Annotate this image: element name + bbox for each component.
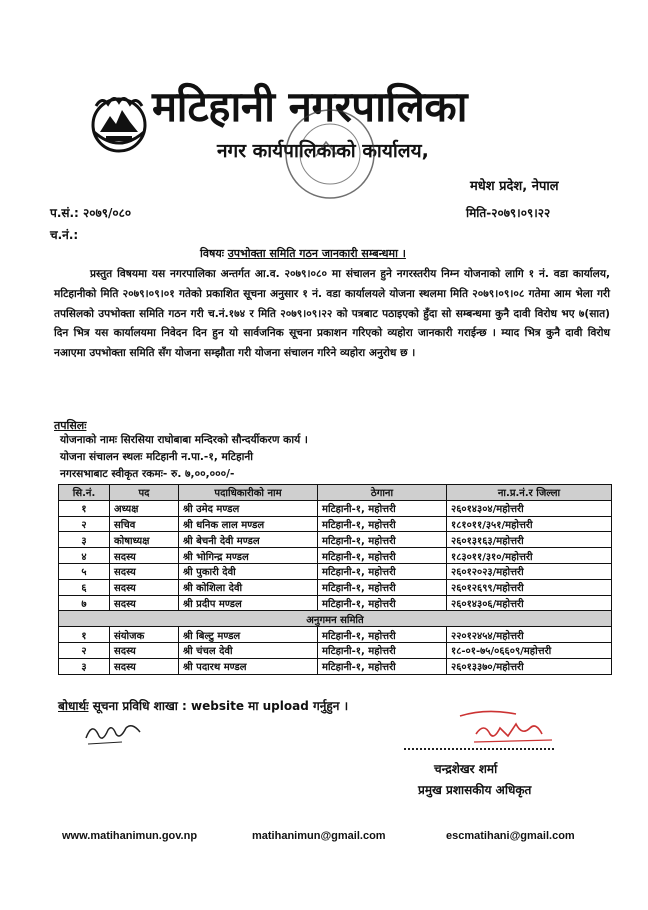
- subject-text: उपभोक्ता समिति गठन जानकारी सम्बन्धमा ।: [227, 247, 406, 260]
- cell-sn: १: [59, 500, 110, 516]
- table-row: [59, 548, 612, 564]
- cell-address: मटिहानी-१, महोत्तरी: [318, 595, 447, 611]
- monitoring-section-row: [59, 611, 612, 627]
- cell-sn: ५: [59, 563, 110, 579]
- cell-address: मटिहानी-१, महोत्तरी: [318, 658, 447, 674]
- cell-post: सदस्य: [110, 563, 179, 579]
- officer-name: चन्द्रशेखर शर्मा: [434, 762, 498, 776]
- table-header-row: [59, 485, 612, 501]
- cell-name: श्री बिल्टु मण्डल: [179, 627, 318, 643]
- footer-email-secondary[interactable]: escmatihani@gmail.com: [446, 830, 575, 842]
- cell-sn: ७: [59, 595, 110, 611]
- cell-post: सदस्य: [110, 548, 179, 564]
- cc-note: [58, 697, 348, 714]
- cell-address: मटिहानी-१, महोत्तरी: [318, 500, 447, 516]
- cell-address: मटिहानी-१, महोत्तरी: [318, 548, 447, 564]
- table-row: [59, 579, 612, 595]
- letter-body: प्रस्तुत विषयमा यस नगरपालिका अन्तर्गत आ.व. २०७९।०८० मा संचालन हुने नगरस्तरीय निम्न योजनाको लागि १ नं. वडा कार्यालय, मटिहानीको मिति २०७९।०९।०१ गतेको प्रकाशित सूचना अनुसार १ नं. वडा कार्यालयले योजना स्थलमा मिति २०७९।०९।०८ गतेमा आम भेला गरी तपसिलको उपभोक्ता समिति गठन गरी च.नं.१७४ र मिति २०७९।०९।२२ को पत्रबाट पठाइएको हुँदा सो सम्बन्धमा कुनै दावी विरोध भए ७(सात) दिन भित्र यस कार्यालयमा निवेदन दिन हुन यो सार्वजनिक सूचना प्रकाशन गरिएको व्यहोरा जानकारी गराईन्छ । म्याद भित्र कुनै दावी विरोध नआएमा उपभोक्ता समिति सँग योजना सम्झौता गरी योजना संचालन गरिने व्यहोरा अनुरोध छ ।: [54, 268, 610, 360]
- nepal-emblem-icon: [88, 92, 150, 154]
- table-row: [59, 516, 612, 532]
- cell-citizenship: २६०१४३०४/महोत्तरी: [447, 500, 612, 516]
- cell-citizenship: १८३०११/३१०/महोत्तरी: [447, 548, 612, 564]
- org-name: मटिहानी नगरपालिका: [152, 82, 468, 131]
- col-header-address: ठेगाना: [318, 485, 447, 501]
- cell-name: श्री पदारथ मण्डल: [179, 658, 318, 674]
- cell-sn: २: [59, 642, 110, 658]
- dispatch-number: च.नं.:: [50, 228, 79, 242]
- cell-address: मटिहानी-१, महोत्तरी: [318, 642, 447, 658]
- footer-website[interactable]: www.matihanimun.gov.np: [62, 830, 198, 842]
- letter-date: मिति-२०७९।०९।२२: [466, 206, 551, 220]
- footer-email-primary[interactable]: matihanimun@gmail.com: [252, 830, 386, 842]
- cell-citizenship: १८-०१-७५/०६६०९/महोत्तरी: [447, 642, 612, 658]
- reference-number: प.सं.: २०७९/०८०: [50, 206, 132, 220]
- initial-signature-icon: [82, 718, 144, 748]
- cell-name: श्री भोगिन्द्र मण्डल: [179, 548, 318, 564]
- details-label: तपसिलः: [54, 419, 87, 432]
- table-row: [59, 532, 612, 548]
- cell-post: सचिव: [110, 516, 179, 532]
- table-row: [59, 627, 612, 643]
- table-row: [59, 500, 612, 516]
- cell-post: संयोजक: [110, 627, 179, 643]
- cell-sn: ३: [59, 658, 110, 674]
- committee-table: [58, 484, 612, 675]
- approved-amount: नगरसभाबाट स्वीकृत रकमः- रु. ७,००,०००/-: [60, 468, 235, 480]
- cell-post: सदस्य: [110, 579, 179, 595]
- col-header-sn: सि.नं.: [59, 485, 110, 501]
- cc-text: सूचना प्रविधि शाखा : website मा upload गर्नुहुन ।: [92, 699, 349, 713]
- cell-name: श्री प्रदीप मण्डल: [179, 595, 318, 611]
- officer-title: प्रमुख प्रशासकीय अधिकृत: [418, 783, 532, 797]
- cell-citizenship: १८१०११/३५१/महोत्तरी: [447, 516, 612, 532]
- cell-citizenship: २६०१२०२३/महोत्तरी: [447, 563, 612, 579]
- cell-sn: २: [59, 516, 110, 532]
- office-stamp-icon: [282, 106, 378, 202]
- cell-sn: ३: [59, 532, 110, 548]
- province-label: मधेश प्रदेश, नेपाल: [470, 179, 559, 194]
- cell-citizenship: २६०१३१६३/महोत्तरी: [447, 532, 612, 548]
- table-row: [59, 642, 612, 658]
- cell-citizenship: २६०१४३०६/महोत्तरी: [447, 595, 612, 611]
- cell-citizenship: २६०१२६९९/महोत्तरी: [447, 579, 612, 595]
- cell-citizenship: २६०१३३७०/महोत्तरी: [447, 658, 612, 674]
- cell-name: श्री चंचल देवी: [179, 642, 318, 658]
- cell-address: मटिहानी-१, महोत्तरी: [318, 532, 447, 548]
- cell-name: श्री बेचनी देवी मण्डल: [179, 532, 318, 548]
- office-name: नगर कार्यपालिकाको कार्यालय,: [217, 140, 429, 162]
- subject-line: [200, 246, 406, 261]
- cell-post: अध्यक्ष: [110, 500, 179, 516]
- cell-sn: ४: [59, 548, 110, 564]
- project-site: योजना संचालन स्थलः मटिहानी न.पा.-१, मटिहानी: [60, 451, 253, 463]
- cell-post: सदस्य: [110, 642, 179, 658]
- col-header-name: पदाधिकारीको नाम: [179, 485, 318, 501]
- col-header-post: पद: [110, 485, 179, 501]
- cell-address: मटिहानी-१, महोत्तरी: [318, 516, 447, 532]
- table-row: [59, 658, 612, 674]
- signature-line: [404, 748, 554, 750]
- cell-sn: १: [59, 627, 110, 643]
- col-header-citizenship: ना.प्र.नं.र जिल्ला: [447, 485, 612, 501]
- cell-citizenship: २२०१२४५४/महोत्तरी: [447, 627, 612, 643]
- cell-name: श्री कोशिला देवी: [179, 579, 318, 595]
- cell-post: कोषाध्यक्ष: [110, 532, 179, 548]
- cell-sn: ६: [59, 579, 110, 595]
- cell-address: मटिहानी-१, महोत्तरी: [318, 579, 447, 595]
- cell-address: मटिहानी-१, महोत्तरी: [318, 563, 447, 579]
- subject-label: विषयः: [200, 247, 224, 260]
- cell-post: सदस्य: [110, 595, 179, 611]
- table-row: [59, 563, 612, 579]
- cell-name: श्री उमेद मण्डल: [179, 500, 318, 516]
- officer-signature-icon: [456, 706, 566, 746]
- monitoring-committee-title: अनुगमन समिति: [59, 611, 612, 627]
- cell-name: श्री धनिक लाल मण्डल: [179, 516, 318, 532]
- cell-name: श्री पुकारी देवी: [179, 563, 318, 579]
- cell-post: सदस्य: [110, 658, 179, 674]
- project-name: योजनाको नामः सिरसिया राघोबाबा मन्दिरको सौन्दर्यीकरण कार्य ।: [60, 434, 308, 446]
- table-row: [59, 595, 612, 611]
- cell-address: मटिहानी-१, महोत्तरी: [318, 627, 447, 643]
- cc-label: बोधार्थः: [58, 699, 89, 713]
